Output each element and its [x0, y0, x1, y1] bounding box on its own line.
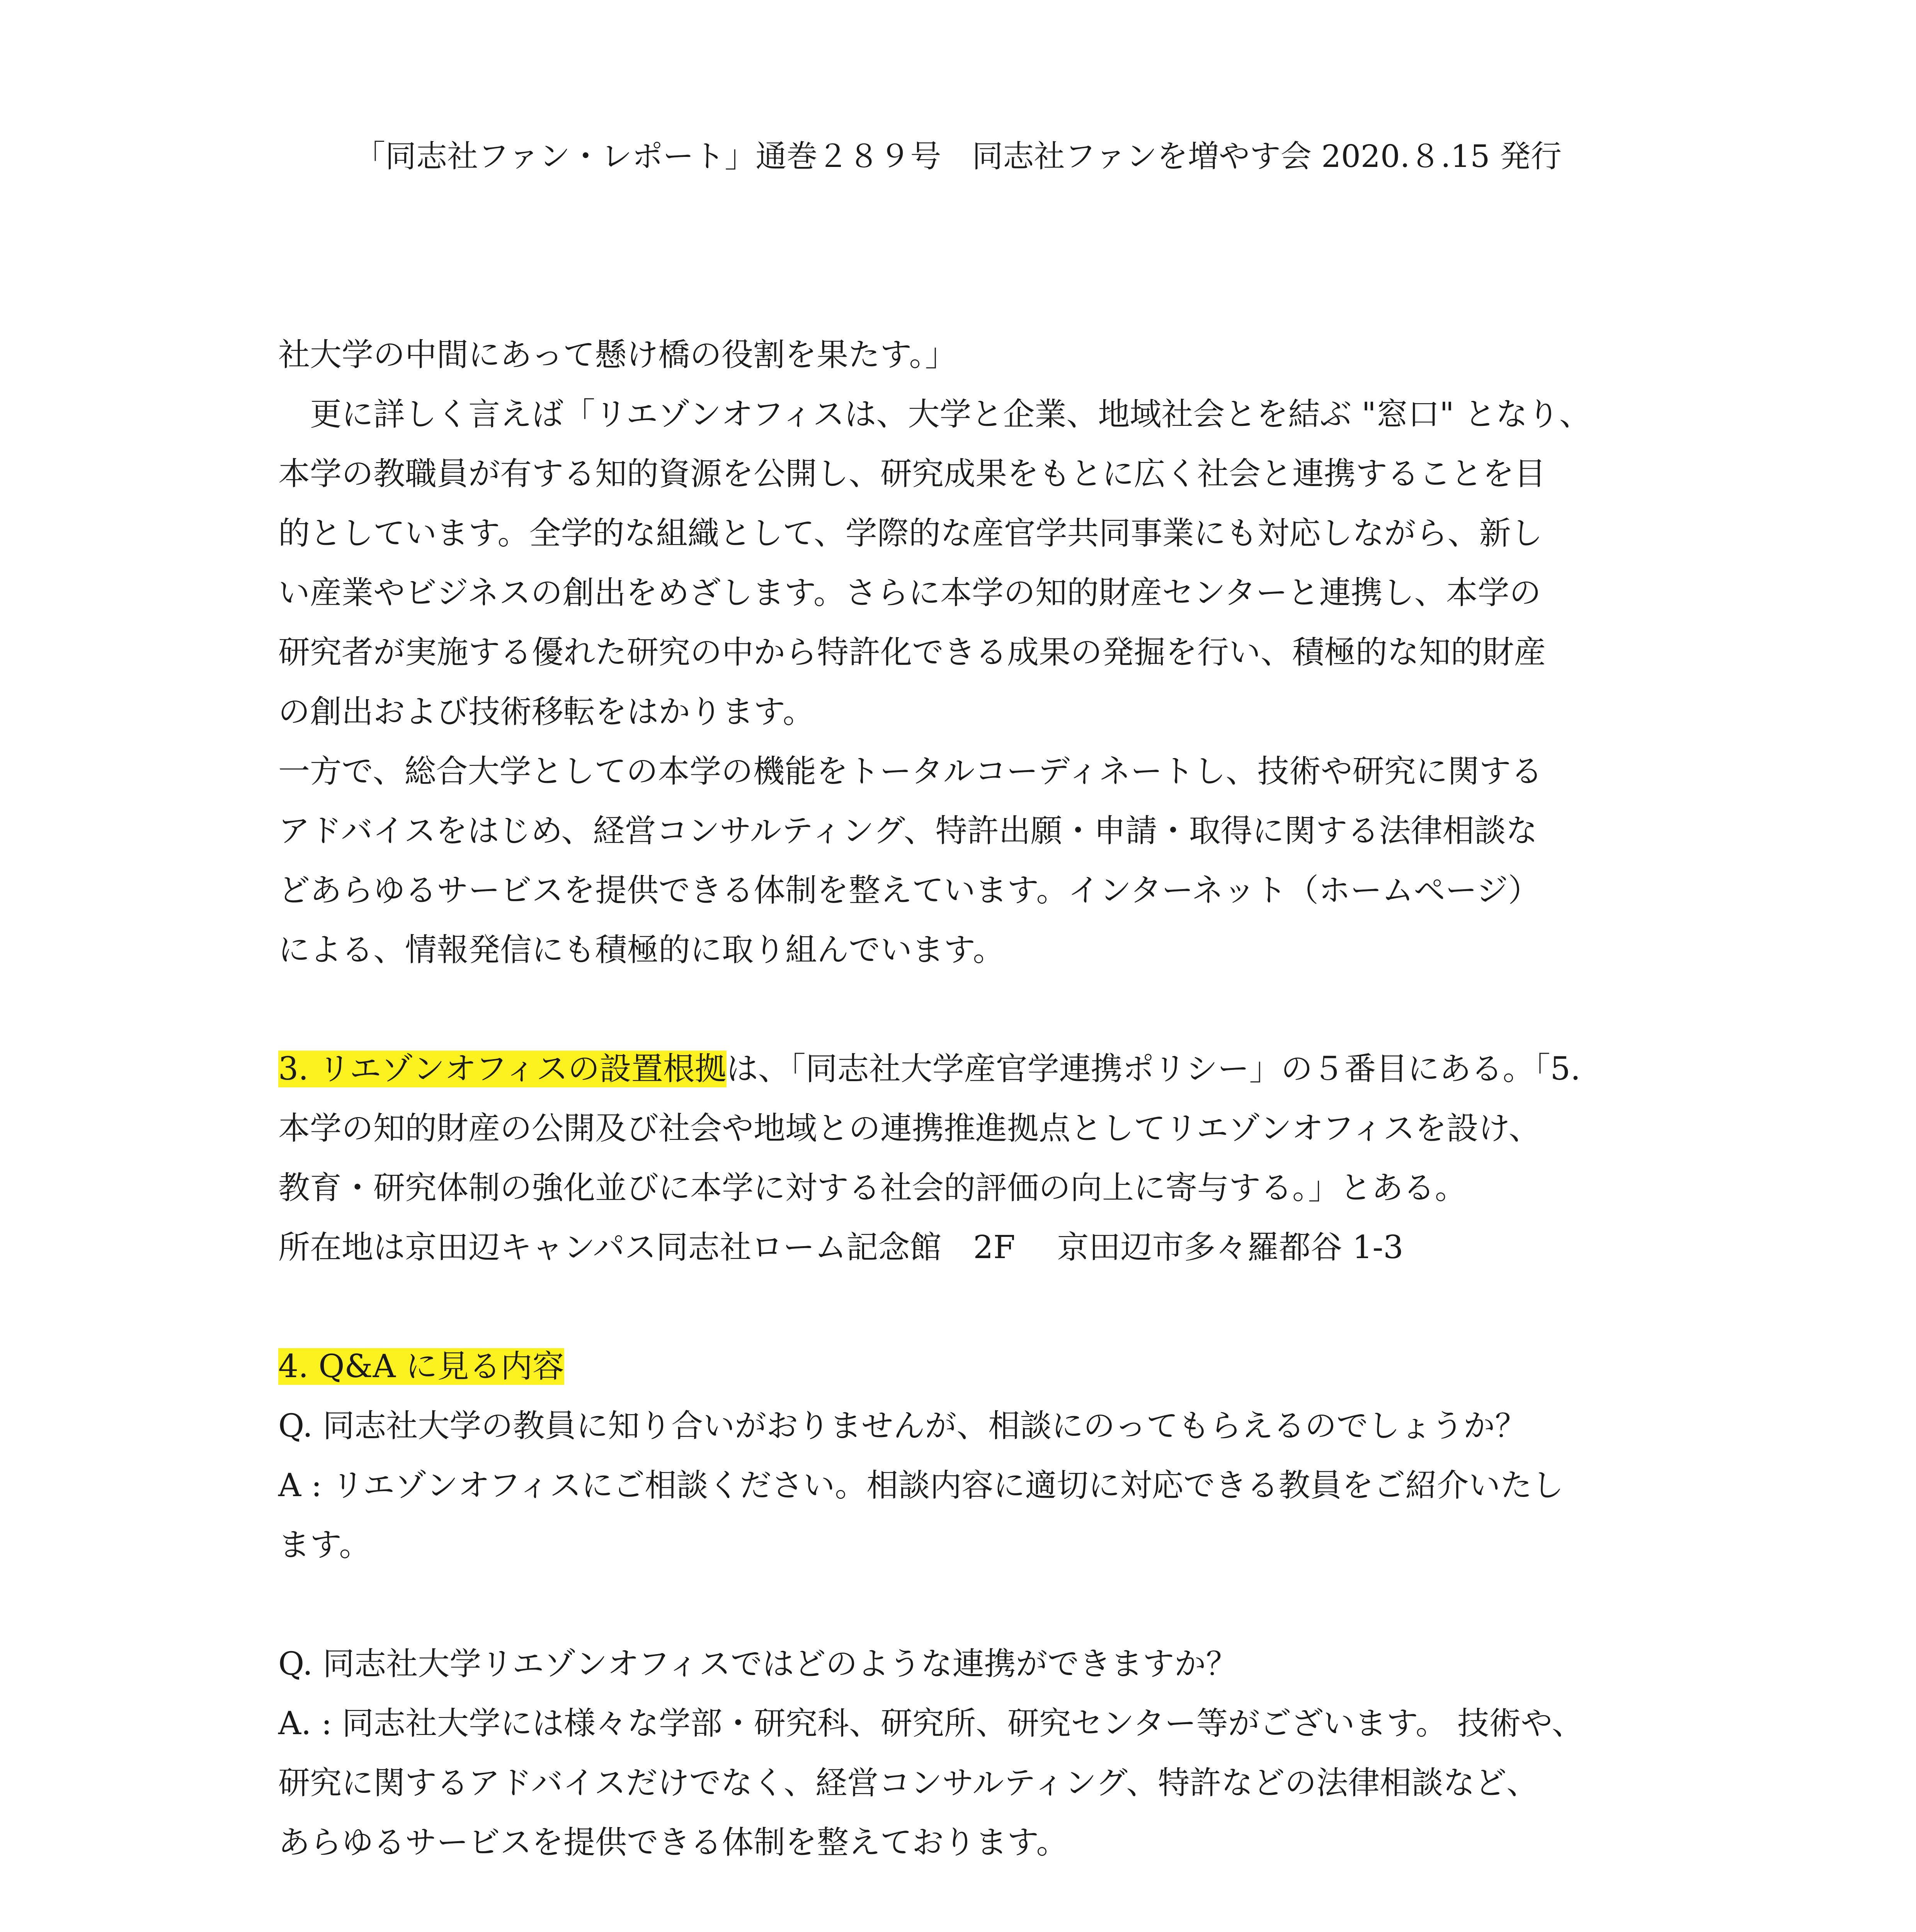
- text-line: 研究者が実施する優れた研究の中から特許化できる成果の発掘を行い、積極的な知的財産: [278, 634, 1546, 671]
- text-line: い産業やビジネスの創出をめざします。さらに本学の知的財産センターと連携し、本学の: [278, 575, 1541, 611]
- answer-line: A : リエゾンオフィスにご相談ください。相談内容に適切に対応できる教員をご紹介いたし: [278, 1467, 1564, 1504]
- question-line: Q. 同志社大学リエゾンオフィスではどのような連携ができますか？: [278, 1646, 1238, 1682]
- section-4-heading-line: [278, 1337, 1654, 1396]
- section-3: [278, 1039, 1654, 1277]
- section-4-heading: 4. Q&A に見る内容: [278, 1348, 564, 1385]
- paragraph-gap: [278, 1575, 1654, 1634]
- text-line: による、情報発信にも積極的に取り組んでいます。: [278, 932, 1005, 968]
- answer-line: あらゆるサービスを提供できる体制を整えております。: [278, 1824, 1068, 1861]
- text-line: 更に詳しく言えば「リエゾンオフィスは、大学と企業、地域社会とを結ぶ "窓口" となり、: [278, 396, 1591, 433]
- text-line: の創出および技術移転をはかります。: [278, 694, 815, 730]
- answer-line: A. : 同志社大学には様々な学部・研究科、研究所、研究センター等がございます。 技術や、: [278, 1705, 1584, 1742]
- text-line: 社大学の中間にあって懸け橋の役割を果たす。」: [278, 337, 957, 373]
- document-body: [278, 325, 1654, 1932]
- question-line: Q. 同志社大学の教員に知り合いがおりませんが、相談にのってもらえるのでしょうか？: [278, 1408, 1527, 1444]
- paragraph-gap: [278, 1872, 1654, 1932]
- text-line: アドバイスをはじめ、経営コンサルティング、特許出願・申請・取得に関する法律相談な: [278, 813, 1538, 849]
- text-line: 本学の知的財産の公開及び社会や地域との連携推進拠点としてリエゾンオフィスを設け、: [278, 1110, 1541, 1147]
- paragraph-gap: [278, 980, 1654, 1039]
- page-header: 「同志社ファン・レポート」通巻２８９号 同志社ファンを増やす会 2020.８.15 発行: [354, 138, 1562, 174]
- address-line: 所在地は京田辺キャンパス同志社ローム記念館 2F 京田辺市多々羅都谷 1-3: [278, 1229, 1404, 1266]
- text-line: どあらゆるサービスを提供できる体制を整えています。インターネット（ホームページ）: [278, 872, 1540, 909]
- intro-paragraph: [278, 325, 1654, 980]
- text-line: 一方で、総合大学としての本学の機能をトータルコーディネートし、技術や研究に関する: [278, 753, 1543, 790]
- section-3-heading: 3. リエゾンオフィスの設置根拠: [278, 1051, 727, 1087]
- text-line: 本学の教職員が有する知的資源を公開し、研究成果をもとに広く社会と連携することを目: [278, 456, 1546, 492]
- section-3-first-line: [278, 1039, 1654, 1099]
- text-line: 教育・研究体制の強化並びに本学に対する社会的評価の向上に寄与する。」とある。: [278, 1170, 1467, 1206]
- section-3-first-line-text: は、「同志社大学産官学連携ポリシー」の５番目にある。「5.: [726, 1051, 1581, 1087]
- section-4: [278, 1337, 1654, 1872]
- text-line: 的としています。全学的な組織として、学際的な産官学共同事業にも対応しながら、新し: [278, 515, 1543, 552]
- paragraph-gap: [278, 1277, 1654, 1337]
- answer-line: ます。: [278, 1527, 371, 1563]
- answer-line: 研究に関するアドバイスだけでなく、経営コンサルティング、特許などの法律相談など、: [278, 1765, 1538, 1801]
